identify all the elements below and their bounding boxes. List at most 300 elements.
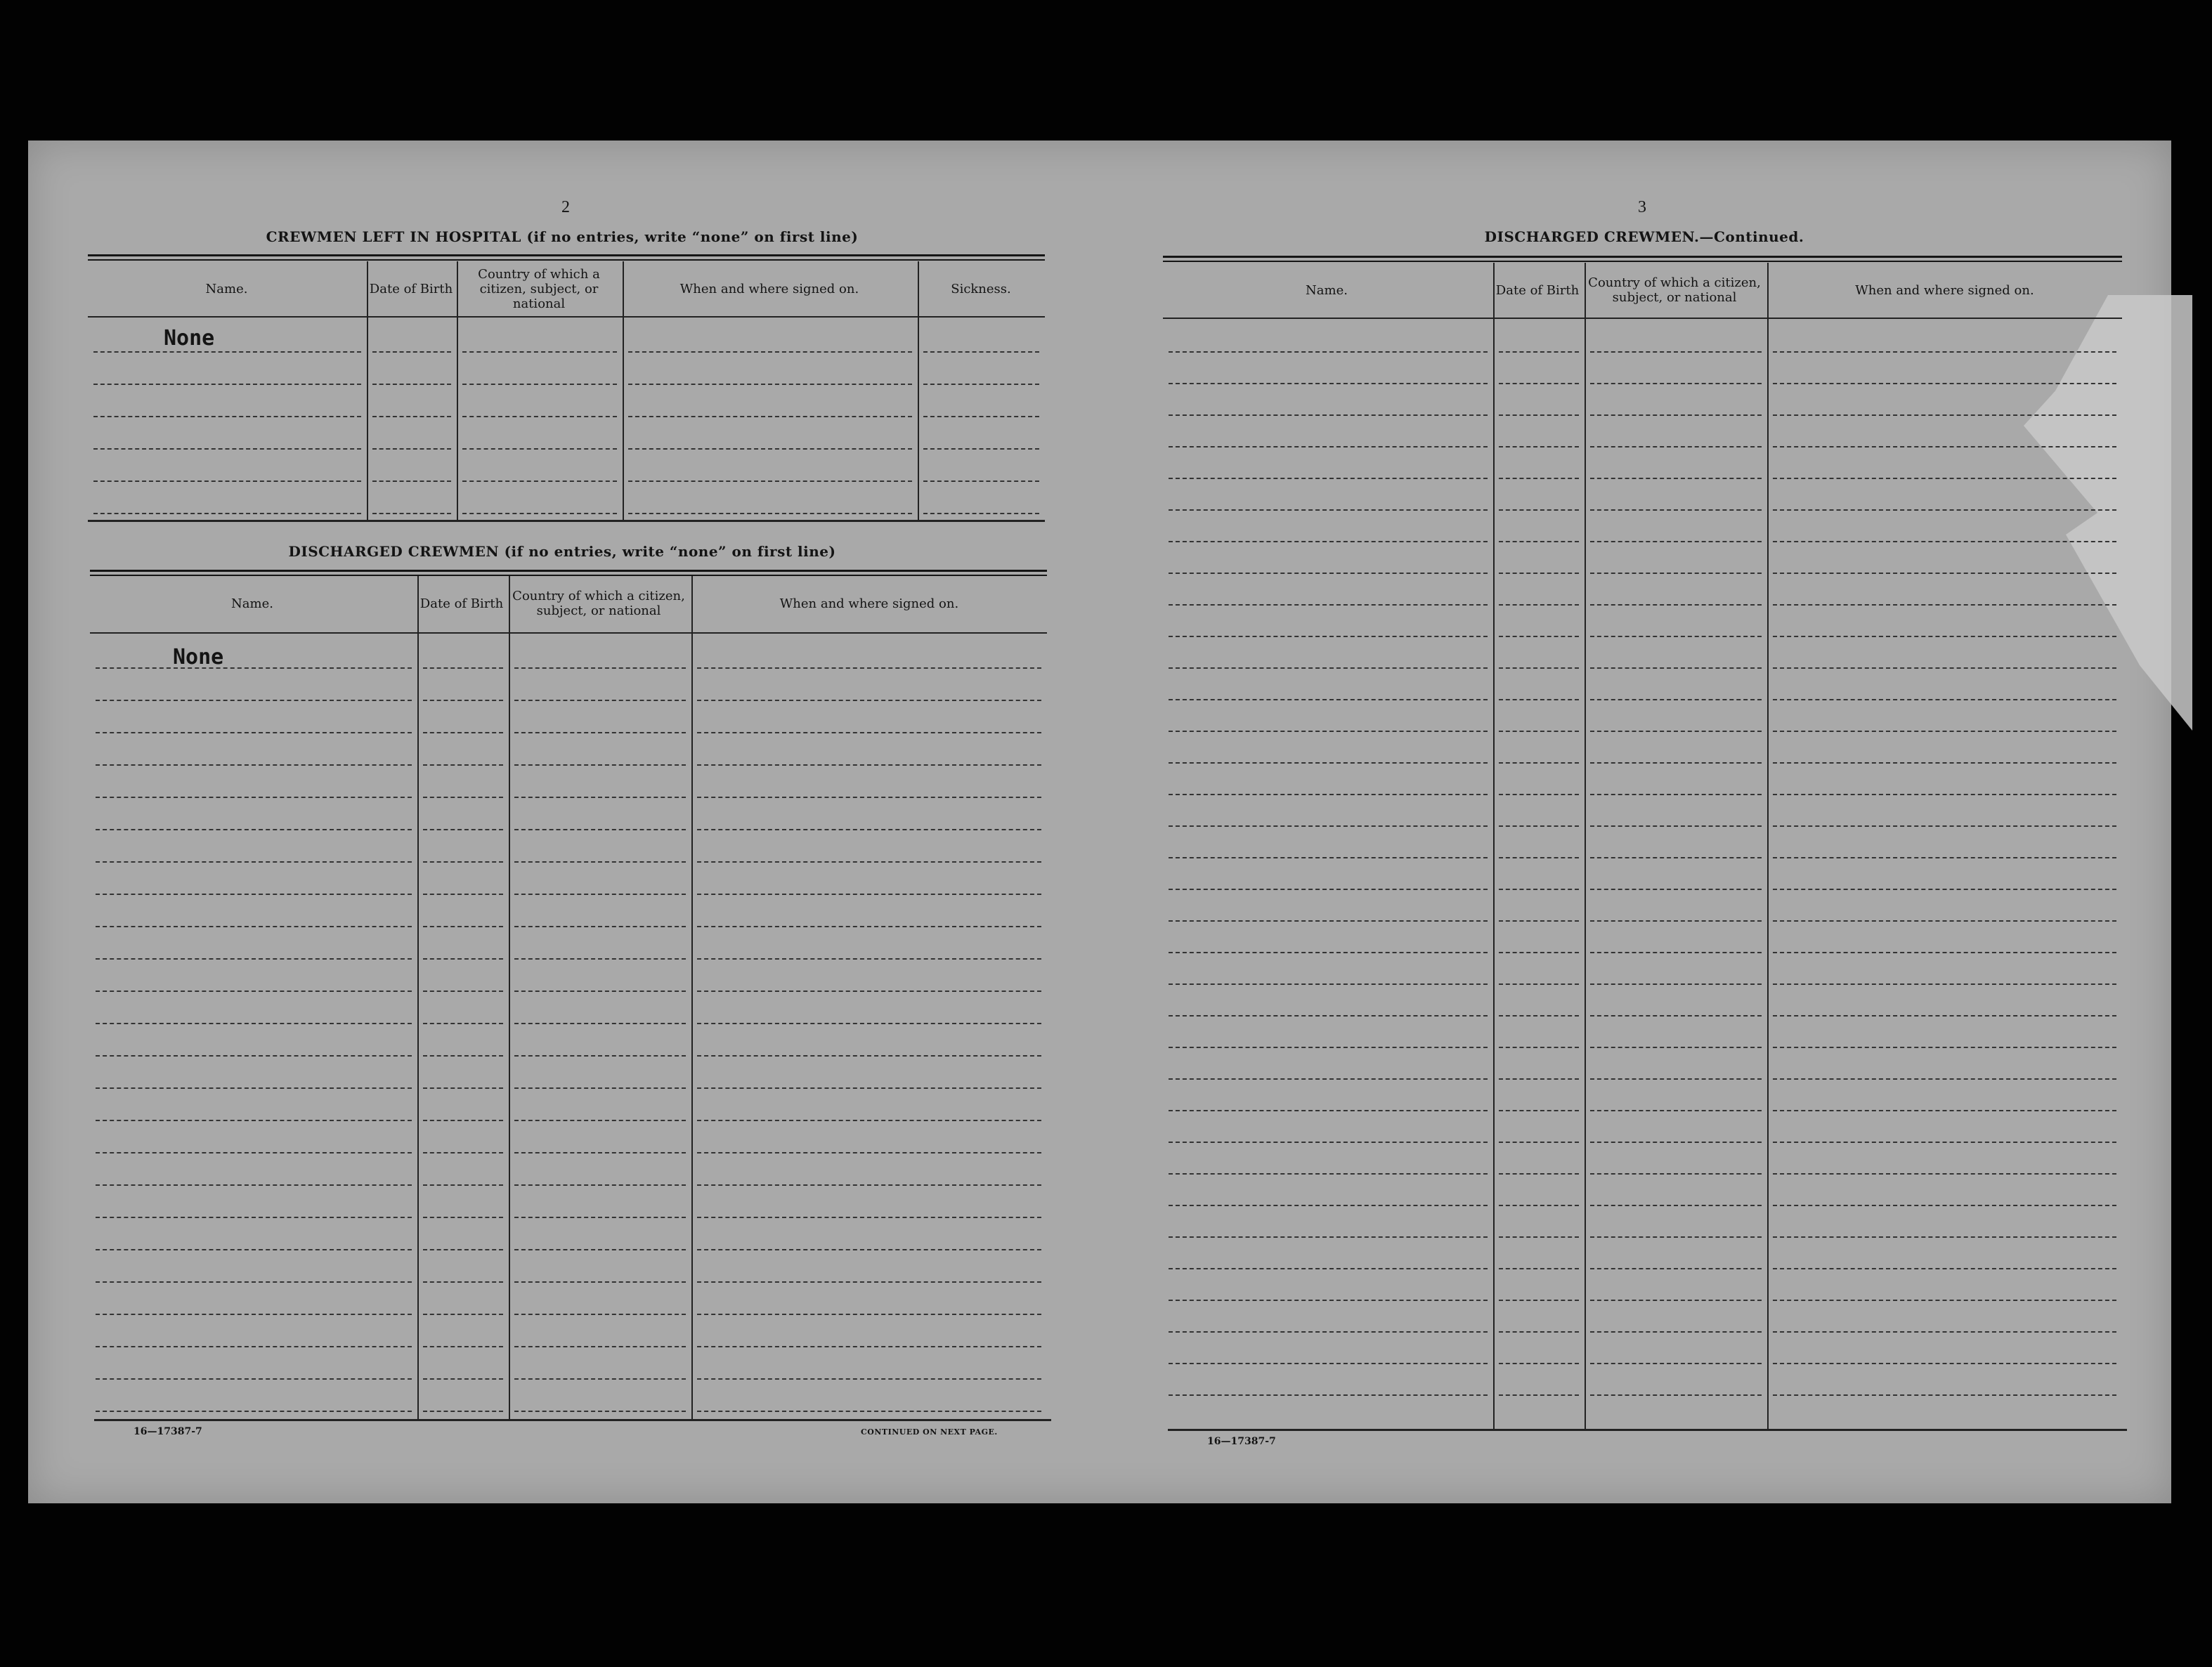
hospital-top-rule (88, 254, 1045, 261)
ruled-line (1499, 1394, 1579, 1396)
ruled-line (697, 991, 1041, 992)
ruled-line (1169, 731, 1488, 732)
ruled-line (1499, 446, 1579, 447)
ruled-line (1773, 825, 2116, 827)
ruled-line (423, 1314, 503, 1315)
ruled-line (1499, 983, 1579, 985)
ruled-line (1590, 1300, 1762, 1301)
discharged-top-rule (90, 570, 1047, 576)
hospital-entry-name: None (164, 326, 215, 351)
ruled-line (1773, 1300, 2116, 1301)
ruled-line (514, 1217, 686, 1218)
ruled-line (1773, 1047, 2116, 1048)
ruled-line (1169, 1394, 1488, 1396)
ruled-line (514, 1281, 686, 1283)
ruled-line (1169, 636, 1488, 637)
ruled-line (1773, 983, 2116, 985)
ruled-line (96, 1346, 412, 1347)
right-col-dob: Date of Birth (1495, 282, 1580, 298)
ruled-line (628, 416, 912, 417)
discharged-col-when-where: When and where signed on. (779, 596, 959, 611)
ruled-line (1773, 1110, 2116, 1111)
ruled-line (1499, 1142, 1579, 1143)
ruled-line (423, 926, 503, 927)
ruled-line (96, 926, 412, 927)
ruled-line (96, 732, 412, 733)
ruled-line (1590, 731, 1762, 732)
ruled-line (93, 384, 361, 385)
ruled-line (628, 513, 912, 514)
ruled-line (1169, 478, 1488, 479)
page-number-right: 3 (1638, 198, 1646, 216)
discharged-continued-title: DISCHARGED CREWMEN.—Continued. (1484, 228, 1804, 245)
ruled-line (1499, 889, 1579, 890)
ruled-line (1169, 1205, 1488, 1206)
ruled-line (697, 700, 1041, 701)
right-top-rule (1163, 256, 2122, 262)
ruled-line (514, 1378, 686, 1380)
ruled-line (96, 1411, 412, 1412)
hospital-divider (457, 261, 458, 521)
ruled-line (1499, 731, 1579, 732)
ruled-line (96, 861, 412, 863)
ruled-line (1499, 699, 1579, 700)
ruled-line (96, 764, 412, 766)
page-number-left: 2 (561, 198, 570, 216)
ruled-line (1590, 1142, 1762, 1143)
ruled-line (1499, 414, 1579, 416)
ruled-line (96, 1152, 412, 1153)
ruled-line (1773, 636, 2116, 637)
ruled-line (1169, 446, 1488, 447)
ruled-line (697, 1055, 1041, 1057)
ruled-line (1590, 1236, 1762, 1238)
form-number-right: 16—17387-7 (1207, 1436, 1276, 1447)
ruled-line (1169, 604, 1488, 606)
ruled-line (514, 1055, 686, 1057)
ruled-line (1773, 920, 2116, 922)
ruled-line (1590, 1363, 1762, 1364)
ruled-line (1590, 1078, 1762, 1080)
ruled-line (462, 448, 617, 450)
ruled-line (96, 1184, 412, 1186)
discharged-header-rule (90, 632, 1047, 634)
ruled-line (1590, 920, 1762, 922)
continued-note: CONTINUED ON NEXT PAGE. (861, 1427, 998, 1437)
ruled-line (96, 991, 412, 992)
ruled-line (1590, 541, 1762, 542)
ruled-line (1590, 699, 1762, 700)
ruled-line (423, 894, 503, 895)
ruled-line (1773, 541, 2116, 542)
hospital-header-rule (88, 316, 1045, 318)
ruled-line (628, 351, 912, 353)
ruled-line (1169, 383, 1488, 384)
ruled-line (1499, 920, 1579, 922)
ruled-line (923, 513, 1039, 514)
right-col-name: Name. (1306, 282, 1348, 298)
ruled-line (1590, 1268, 1762, 1269)
ruled-line (1773, 857, 2116, 858)
ruled-line (96, 1314, 412, 1315)
ruled-line (1169, 573, 1488, 574)
ruled-line (423, 829, 503, 830)
ruled-line (1773, 446, 2116, 447)
ruled-line (1590, 509, 1762, 511)
ruled-line (514, 700, 686, 701)
ruled-line (423, 1281, 503, 1283)
ruled-line (1169, 1236, 1488, 1238)
ruled-line (697, 894, 1041, 895)
ruled-line (93, 481, 361, 482)
discharged-bottom-rule (94, 1419, 1051, 1421)
hospital-col-country: Country of which a citizen, subject, or national (478, 266, 600, 311)
ruled-line (1499, 667, 1579, 669)
ruled-line (1169, 920, 1488, 922)
ruled-line (423, 797, 503, 798)
ruled-line (1499, 573, 1579, 574)
ruled-line (96, 958, 412, 960)
ruled-line (1169, 1015, 1488, 1016)
discharged-entry-name: None (173, 645, 224, 669)
ruled-line (514, 958, 686, 960)
ruled-line (1773, 952, 2116, 953)
ruled-line (923, 384, 1039, 385)
ruled-line (514, 861, 686, 863)
ruled-line (697, 1023, 1041, 1024)
ruled-line (1499, 1331, 1579, 1333)
ruled-line (697, 1087, 1041, 1089)
ruled-line (1499, 1047, 1579, 1048)
ruled-line (423, 1346, 503, 1347)
ruled-line (1773, 1015, 2116, 1016)
ruled-line (1590, 1110, 1762, 1111)
discharged-col-dob: Date of Birth (419, 596, 504, 611)
ruled-line (697, 732, 1041, 733)
ruled-line (423, 732, 503, 733)
ruled-line (423, 1152, 503, 1153)
ruled-line (96, 700, 412, 701)
ruled-line (697, 829, 1041, 830)
ruled-line (1590, 889, 1762, 890)
ruled-line (1590, 1394, 1762, 1396)
ruled-line (96, 829, 412, 830)
ruled-line (423, 1087, 503, 1089)
ruled-line (1590, 351, 1762, 353)
ruled-line (423, 958, 503, 960)
ruled-line (372, 448, 451, 450)
ruled-line (697, 958, 1041, 960)
ruled-line (1590, 604, 1762, 606)
ruled-line (514, 926, 686, 927)
ruled-line (1499, 509, 1579, 511)
ruled-line (423, 1249, 503, 1250)
ruled-line (1773, 1363, 2116, 1364)
ruled-line (1590, 478, 1762, 479)
right-bottom-rule (1168, 1429, 2127, 1431)
ruled-line (1499, 1300, 1579, 1301)
ruled-line (514, 1184, 686, 1186)
ruled-line (93, 448, 361, 450)
ruled-line (372, 384, 451, 385)
ruled-line (514, 1087, 686, 1089)
ruled-line (1590, 1173, 1762, 1175)
ruled-line (96, 1120, 412, 1121)
ruled-line (93, 513, 361, 514)
ruled-line (697, 1217, 1041, 1218)
ruled-line (1773, 509, 2116, 511)
ruled-line (1499, 1173, 1579, 1175)
ruled-line (1590, 1015, 1762, 1016)
ruled-line (1499, 762, 1579, 764)
ruled-line (1773, 1394, 2116, 1396)
hospital-col-sickness: Sickness. (951, 281, 1011, 296)
ruled-line (1590, 857, 1762, 858)
ruled-line (1773, 414, 2116, 416)
ruled-line (697, 1411, 1041, 1412)
ruled-line (1169, 889, 1488, 890)
ruled-line (1590, 446, 1762, 447)
ruled-line (514, 667, 686, 669)
ruled-line (1499, 478, 1579, 479)
ruled-line (372, 351, 451, 353)
ruled-line (1169, 509, 1488, 511)
discharged-divider (417, 576, 419, 1419)
ruled-line (1169, 983, 1488, 985)
hospital-divider (623, 261, 624, 521)
ruled-line (1590, 573, 1762, 574)
discharged-col-country: Country of which a citizen, subject, or national (512, 589, 685, 618)
ruled-line (423, 991, 503, 992)
right-header-rule (1163, 318, 2122, 319)
ruled-line (1773, 889, 2116, 890)
ruled-line (1499, 952, 1579, 953)
hospital-bottom-rule (88, 520, 1045, 522)
ruled-line (423, 1055, 503, 1057)
right-divider (1493, 263, 1495, 1429)
ruled-line (96, 797, 412, 798)
ruled-line (514, 764, 686, 766)
ruled-line (1499, 1363, 1579, 1364)
ruled-line (1590, 1047, 1762, 1048)
ruled-line (96, 1249, 412, 1250)
ruled-line (423, 1184, 503, 1186)
ruled-line (923, 481, 1039, 482)
right-col-when-where: When and where signed on. (1855, 282, 2034, 298)
ruled-line (1169, 1173, 1488, 1175)
ruled-line (1773, 1205, 2116, 1206)
ruled-line (1773, 762, 2116, 764)
ruled-line (514, 1411, 686, 1412)
ruled-line (1590, 667, 1762, 669)
ruled-line (462, 416, 617, 417)
ruled-line (1773, 478, 2116, 479)
ruled-line (1590, 383, 1762, 384)
ruled-line (1499, 604, 1579, 606)
ruled-line (1773, 351, 2116, 353)
ruled-line (96, 1217, 412, 1218)
ruled-line (697, 1152, 1041, 1153)
ruled-line (96, 1055, 412, 1057)
ruled-line (514, 1152, 686, 1153)
ruled-line (93, 416, 361, 417)
discharged-divider (691, 576, 693, 1419)
ruled-line (1590, 1331, 1762, 1333)
ruled-line (1590, 825, 1762, 827)
ruled-line (462, 513, 617, 514)
ruled-line (923, 416, 1039, 417)
ruled-line (697, 667, 1041, 669)
right-divider (1767, 263, 1769, 1429)
ruled-line (697, 764, 1041, 766)
ruled-line (1773, 794, 2116, 795)
ruled-line (1499, 541, 1579, 542)
ruled-line (1499, 1236, 1579, 1238)
ruled-line (514, 1023, 686, 1024)
ruled-line (1499, 857, 1579, 858)
ruled-line (1499, 1205, 1579, 1206)
ruled-line (514, 1120, 686, 1121)
ruled-line (923, 448, 1039, 450)
ruled-line (462, 351, 617, 353)
ruled-line (1169, 1142, 1488, 1143)
ruled-line (1499, 1268, 1579, 1269)
ruled-line (96, 1378, 412, 1380)
hospital-divider (918, 261, 919, 521)
ruled-line (1169, 667, 1488, 669)
ruled-line (372, 513, 451, 514)
ruled-line (923, 351, 1039, 353)
ruled-line (697, 1281, 1041, 1283)
ruled-line (1169, 1331, 1488, 1333)
ruled-line (514, 991, 686, 992)
ruled-line (1169, 351, 1488, 353)
ruled-line (628, 448, 912, 450)
ruled-line (1773, 699, 2116, 700)
ruled-line (1169, 699, 1488, 700)
ruled-line (1590, 636, 1762, 637)
ruled-line (372, 416, 451, 417)
ruled-line (1773, 1236, 2116, 1238)
ruled-line (514, 1249, 686, 1250)
ruled-line (1773, 731, 2116, 732)
ruled-line (96, 1023, 412, 1024)
ruled-line (1590, 952, 1762, 953)
ruled-line (1773, 1078, 2116, 1080)
ruled-line (1169, 762, 1488, 764)
ruled-line (514, 1346, 686, 1347)
ruled-line (697, 1249, 1041, 1250)
ruled-line (1169, 541, 1488, 542)
ruled-line (1773, 1142, 2116, 1143)
ruled-line (96, 667, 412, 669)
ruled-line (93, 351, 361, 353)
ruled-line (1499, 1015, 1579, 1016)
form-number-left: 16—17387-7 (134, 1426, 202, 1437)
ruled-line (514, 1314, 686, 1315)
ruled-line (1499, 383, 1579, 384)
ruled-line (423, 1023, 503, 1024)
ruled-line (514, 732, 686, 733)
hospital-col-dob: Date of Birth (369, 281, 453, 296)
ruled-line (1590, 414, 1762, 416)
ruled-line (1169, 1268, 1488, 1269)
discharged-divider (509, 576, 510, 1419)
ruled-line (1773, 1331, 2116, 1333)
ruled-line (423, 1120, 503, 1121)
ruled-line (1169, 1047, 1488, 1048)
ruled-line (1499, 1110, 1579, 1111)
ruled-line (1773, 1173, 2116, 1175)
ruled-line (697, 1378, 1041, 1380)
ruled-line (514, 829, 686, 830)
ruled-line (697, 797, 1041, 798)
hospital-col-name: Name. (205, 281, 248, 296)
ruled-line (1499, 351, 1579, 353)
ruled-line (423, 1217, 503, 1218)
ruled-line (1773, 1268, 2116, 1269)
ruled-line (96, 1281, 412, 1283)
right-col-country: Country of which a citizen, subject, or national (1588, 275, 1761, 305)
ruled-line (697, 1346, 1041, 1347)
ruled-line (1169, 952, 1488, 953)
hospital-col-when-where: When and where signed on. (679, 281, 859, 296)
ruled-line (697, 861, 1041, 863)
ruled-line (423, 667, 503, 669)
ruled-line (697, 1120, 1041, 1121)
ruled-line (1499, 1078, 1579, 1080)
ruled-line (423, 1378, 503, 1380)
ruled-line (1169, 857, 1488, 858)
ruled-line (1590, 794, 1762, 795)
ruled-line (462, 481, 617, 482)
ruled-line (697, 1184, 1041, 1186)
ruled-line (1499, 636, 1579, 637)
ruled-line (1169, 1110, 1488, 1111)
ruled-line (1499, 825, 1579, 827)
ruled-line (628, 481, 912, 482)
ruled-line (1169, 825, 1488, 827)
ruled-line (1773, 383, 2116, 384)
ruled-line (423, 764, 503, 766)
hospital-section-title: CREWMEN LEFT IN HOSPITAL (if no entries, write “none” on first line) (266, 228, 859, 245)
ruled-line (514, 797, 686, 798)
discharged-col-name: Name. (231, 596, 273, 611)
ruled-line (372, 481, 451, 482)
right-divider (1585, 263, 1586, 1429)
ruled-line (1169, 794, 1488, 795)
ruled-line (1590, 762, 1762, 764)
discharged-section-title: DISCHARGED CREWMEN (if no entries, write “none” on first line) (288, 543, 836, 560)
ruled-line (1169, 1363, 1488, 1364)
ruled-line (1590, 983, 1762, 985)
ruled-line (423, 700, 503, 701)
ruled-line (1169, 1078, 1488, 1080)
ruled-line (96, 894, 412, 895)
ruled-line (697, 926, 1041, 927)
ruled-line (1773, 573, 2116, 574)
hospital-divider (367, 261, 368, 521)
ruled-line (1773, 667, 2116, 669)
document-sheet (28, 140, 2171, 1503)
ruled-line (462, 384, 617, 385)
ruled-line (628, 384, 912, 385)
ruled-line (1169, 1300, 1488, 1301)
ruled-line (96, 1087, 412, 1089)
ruled-line (514, 894, 686, 895)
ruled-line (1169, 414, 1488, 416)
ruled-line (1499, 794, 1579, 795)
